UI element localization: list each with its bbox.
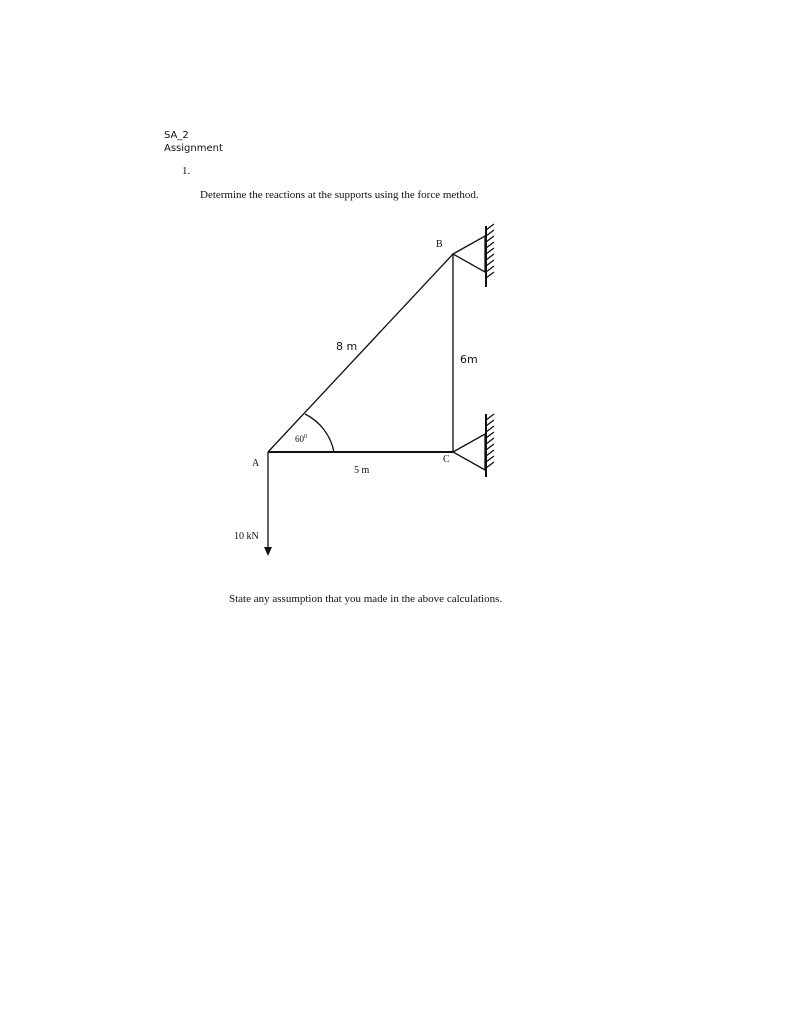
node-label-b: B [436, 239, 443, 250]
document-type: Assignment [164, 143, 223, 154]
course-code: SA_2 [164, 130, 189, 141]
pin-support-b [453, 224, 494, 287]
member-bc-length: 6m [460, 353, 478, 366]
question-number: 1. [182, 165, 191, 177]
node-label-a: A [252, 458, 260, 469]
member-ab [268, 254, 453, 452]
angle-degree-mark: 0 [304, 434, 307, 440]
member-ac-length: 5 m [354, 465, 370, 476]
pin-support-c [453, 414, 494, 477]
load-label: 10 kN [234, 531, 259, 542]
assumption-prompt: State any assumption that you made in the above calculations. [229, 593, 503, 605]
question-prompt: Determine the reactions at the supports using the force method. [200, 189, 479, 201]
member-ab-length: 8 m [336, 340, 358, 353]
angle-value: 60 [295, 434, 304, 444]
angle-arc [305, 414, 334, 452]
load-arrowhead [264, 547, 272, 556]
node-label-c: C [443, 454, 450, 465]
angle-label [295, 434, 307, 444]
